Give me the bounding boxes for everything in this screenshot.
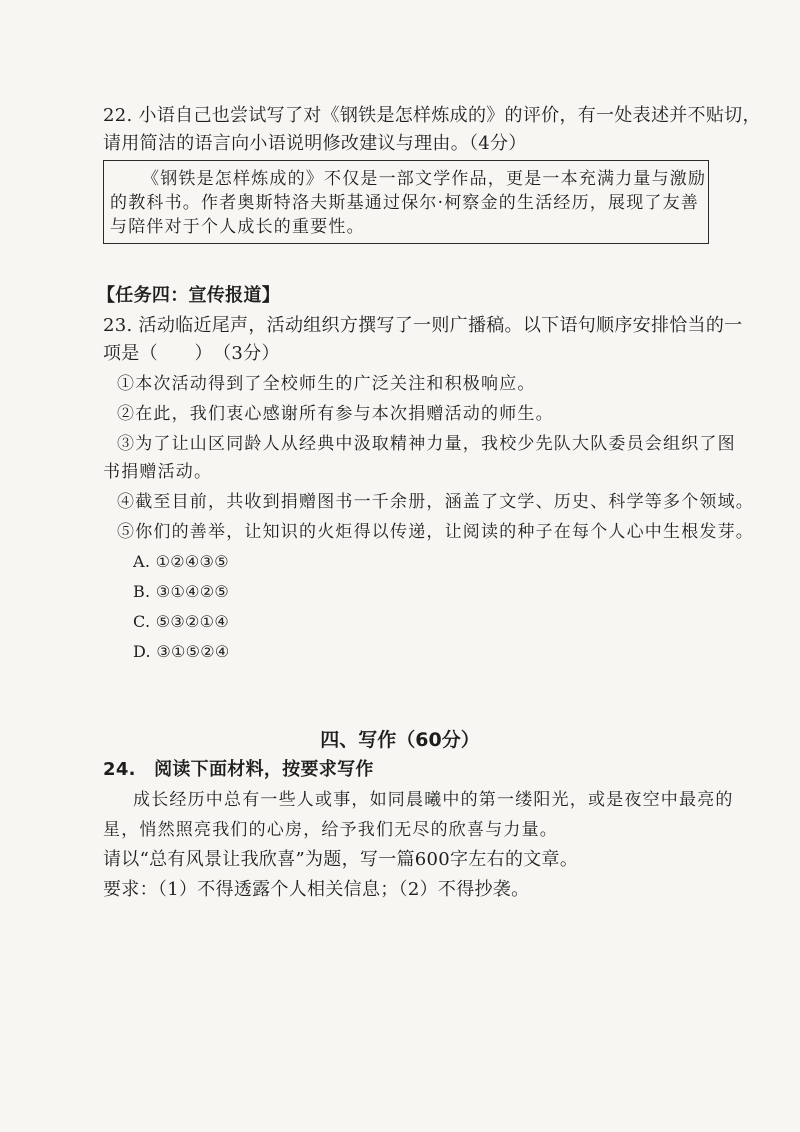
q22-box-line-2: 的教科书。作者奥斯特洛夫斯基通过保尔·柯察金的生活经历，展现了友善 — [110, 193, 700, 213]
q22-line-2: 请用简洁的语言向小语说明修改建议与理由。（4分） — [103, 133, 527, 154]
q23-option-d: D. ③①⑤②④ — [133, 642, 230, 661]
q24-material-line-2: 星，悄然照亮我们的心房，给予我们无尽的欣喜与力量。 — [103, 820, 558, 840]
q23-sentence-2: ②在此，我们衷心感谢所有参与本次捐赠活动的师生。 — [117, 404, 554, 424]
q23-option-c: C. ⑤③②①④ — [133, 612, 229, 631]
q22-quote-box — [103, 160, 709, 244]
q22-box-line-3: 与陪伴对于个人成长的重要性。 — [110, 217, 365, 237]
q24-prompt: 请以“总有风景让我欣喜”为题，写一篇600字左右的文章。 — [103, 849, 579, 870]
q24-material-line-1: 成长经历中总有一些人或事，如同晨曦中的第一缕阳光，或是夜空中最亮的 — [133, 790, 734, 810]
q23-sentence-3-cont: 书捐赠活动。 — [103, 462, 213, 482]
q23-sentence-1: ①本次活动得到了全校师生的广泛关注和积极响应。 — [117, 374, 536, 394]
q22-line-1: 22. 小语自己也尝试写了对《钢铁是怎样炼成的》的评价，有一处表述并不贴切， — [103, 105, 761, 126]
writing-section-title: 四、写作（60分） — [320, 729, 480, 751]
q23-sentence-4: ④截至目前，共收到捐赠图书一千余册，涵盖了文学、历史、科学等多个领域。 — [117, 492, 754, 512]
q23-option-a: A. ①②④③⑤ — [133, 552, 229, 571]
task4-heading: 【任务四：宣传报道】 — [97, 285, 280, 306]
q22-box-line-1: 《钢铁是怎样炼成的》不仅是一部文学作品，更是一本充满力量与激励 — [142, 169, 707, 189]
q23-line-2: 项是（ ） （3分） — [103, 343, 280, 364]
q24-heading: 24. 阅读下面材料，按要求写作 — [103, 759, 374, 780]
q23-line-1: 23. 活动临近尾声，活动组织方撰写了一则广播稿。以下语句顺序安排恰当的一 — [103, 315, 743, 336]
q23-option-b: B. ③①④②⑤ — [133, 582, 230, 601]
q24-requirements: 要求：（1）不得透露个人相关信息；（2）不得抄袭。 — [103, 879, 530, 900]
q23-sentence-3: ③为了让山区同龄人从经典中汲取精神力量，我校少先队大队委员会组织了图 — [117, 434, 736, 454]
q23-sentence-5: ⑤你们的善举，让知识的火炬得以传递，让阅读的种子在每个人心中生根发芽。 — [117, 522, 754, 542]
